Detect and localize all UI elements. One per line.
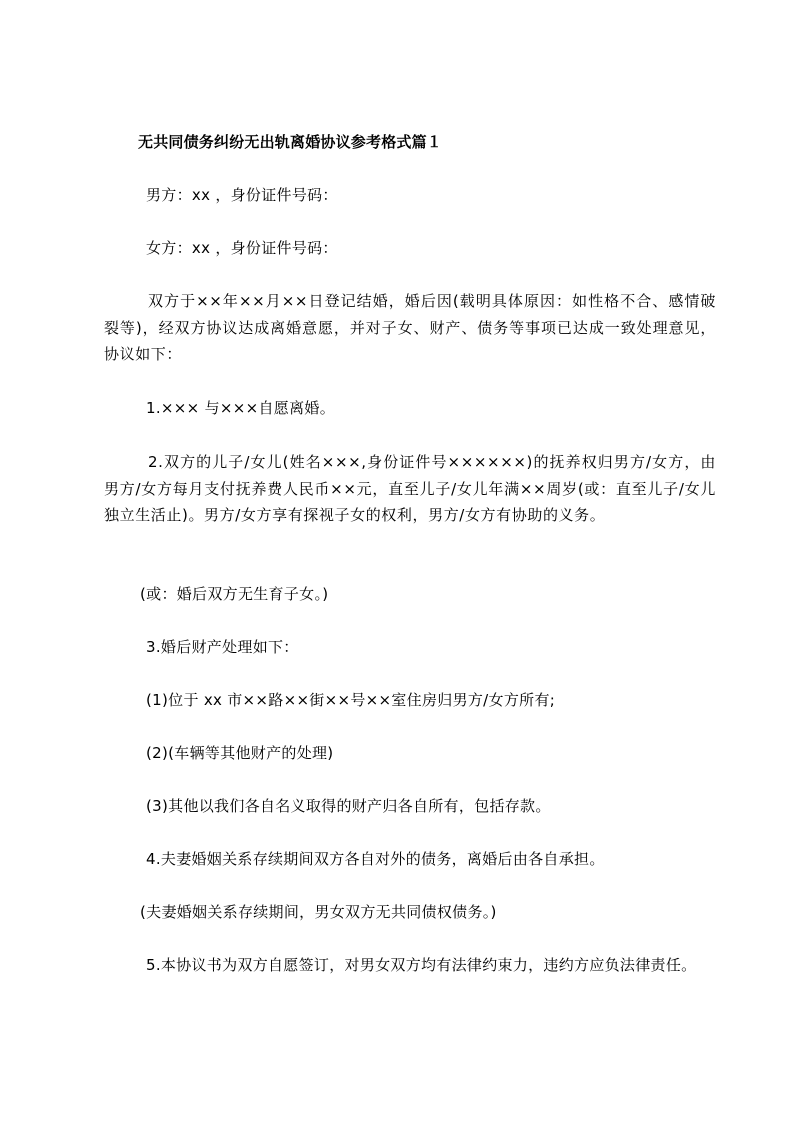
clause-4: 4.夫妻婚姻关系存续期间双方各自对外的债务，离婚后由各自承担。 <box>146 850 605 868</box>
clause-1: 1.××× 与×××自愿离婚。 <box>146 399 335 417</box>
intro-paragraph: 双方于××年××月××日登记结婚，婚后因(载明具体原因：如性格不合、感情破裂等)，经双方协议达成离婚意愿，并对子女、财产、债务等事项已达成一致处理意见，协议如下： <box>104 292 716 363</box>
document-title: 无共同债务纠纷无出轨离婚协议参考格式篇１ <box>138 133 443 151</box>
clause-3-1: (1)位于 xx 市××路××街××号××室住房归男方/女方所有; <box>146 691 556 709</box>
clause-3-2: (2)(车辆等其他财产的处理) <box>146 744 334 762</box>
wife-line: 女方：xx ，身份证件号码： <box>146 239 338 257</box>
clause-3: 3.婚后财产处理如下： <box>146 638 299 656</box>
clause-2: 2.双方的儿子/女儿(姓名×××,身份证件号××××××)的抚养权归男方/女方，由男方/女方每月支付抚养费人民币××元，直至儿子/女儿年满××周岁(或：直至儿子/女儿独立生活止)。男方/女方享有探视子女的权利，男方/女方有协助的义务。 <box>104 453 716 524</box>
husband-line: 男方：xx ，身份证件号码： <box>146 186 338 204</box>
clause-2-alternative: (或：婚后双方无生育子女。) <box>140 585 329 603</box>
clause-5: 5.本协议书为双方自愿签订，对男女双方均有法律约束力，违约方应负法律责任。 <box>146 956 697 974</box>
clause-4-alternative: (夫妻婚姻关系存续期间，男女双方无共同债权债务。) <box>140 903 497 921</box>
clause-3-3: (3)其他以我们各自名义取得的财产归各自所有，包括存款。 <box>146 797 551 815</box>
